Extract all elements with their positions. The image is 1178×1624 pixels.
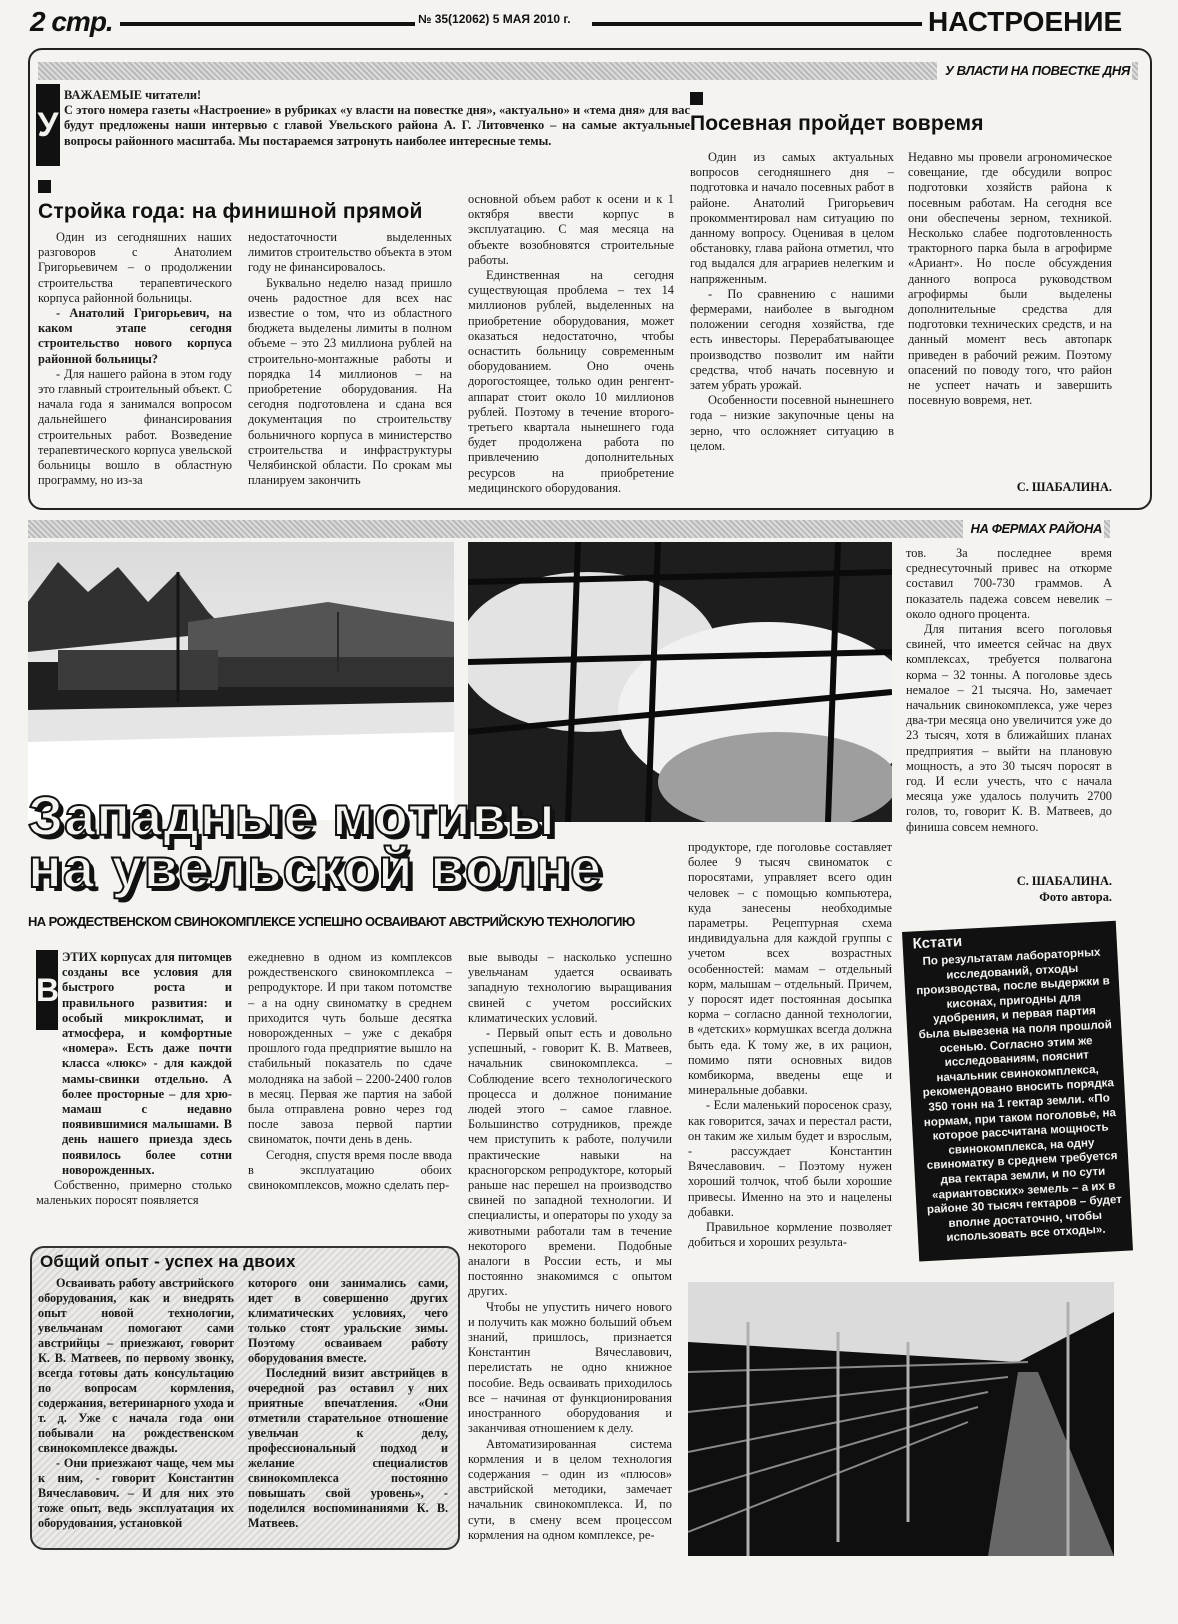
rubric-bar-power (38, 62, 1138, 80)
feature-column-1 (36, 950, 232, 1208)
photo-farm-buildings (28, 542, 454, 820)
paragraph: Один из сегодняшних наших разговоров с Анатолием Григорьевичем – о продолжении строительства терапевтического корпуса районной больницы. (38, 230, 232, 305)
feature-column-4 (688, 840, 892, 1250)
lead-paragraph: ЭТИХ корпусах для питомцев созданы все условия для быстрого роста и правильного развития: и особый микроклимат, и атмосфера, и комфортные «номера». Есть даже почти класса «люкс» - для каждой мамы-свинки отдельно. А более просторные – для хрю-мамаш с недавно появившимися малышами. В день нашего приезда здесь появилось более сотни новорожденных. (62, 950, 232, 1177)
sidebar-column-2 (248, 1276, 448, 1531)
feature-column-2 (248, 950, 452, 1193)
headline-line-2: на увельской волне (28, 836, 603, 899)
sidebar-title: Общий опыт - успех на двоих (40, 1252, 296, 1271)
masthead-title: НАСТРОЕНИЕ (928, 6, 1123, 37)
header-rule-left (120, 22, 415, 26)
paragraph: Осваивать работу австрийского оборудования, как и внедрять опыт новой технологии, увельчанам помогают сами австрийцы – приезжают, говорит К. В. Матвеев, по первому звонку, всегда готовы дать консультацию по вопросам кормления, содержания, ветеринарного ухода и т. д. Уже с начала года они побывали на рождественском свинокомплексе дважды. (38, 1276, 234, 1455)
paragraph: Единственная на сегодня существующая проблема – тех 14 миллионов рублей, выделенных на приобретение оборудования, может оказаться недостаточно, чтобы оснастить больницу современным оборудованием. Оно очень дорогостоящее, только один ренгент-аппарат стоит около 10 миллионов рублей. Поэтому в течение второго-третьего квартала нынешнего года будет продолжена работа по привлечению дополнительных ресурсов на приобретение медицинского оборудования. (468, 268, 674, 495)
signature: С. ШАБАЛИНА. (1016, 874, 1112, 888)
feature-column-3 (468, 950, 672, 1543)
page-number: 2 стр. (30, 6, 113, 37)
paragraph: Последний визит австрийцев в очередной раз оставил у них приятные впечатления. «Они отметили старательное отношение увельчан к делу, профессиональный подход и желание специалистов свинокомплекса постоянно повышать свой уровень», - поделился воспоминаниями К. В. Матвеев. (248, 1366, 448, 1530)
paragraph: Для питания всего поголовья свиней, что имеется сейчас на двух комплексах, требуется полвагона корма – 32 тонны. А поголовье здесь немалое – 21 тысяча. Но, замечает начальник свинокомплекса, уже через два-три месяца оно увеличится уже до 23 тысяч, хотя в ближайших планах предприятия – выйти на плановую мощность, а это 30 тысяч поросят в год. И если учесть, что с начала месяца уже удалось получить 2700 голов, то, говорит К. В. Матвеев, до финиша совсем немного. (906, 622, 1112, 834)
paragraph: которого они занимались сами, идет в совершенно других климатических условиях, чего только стоят уральские зимы. Поэтому осваиваем работу оборудования вместе. (248, 1276, 448, 1365)
feature-subheading: НА РОЖДЕСТВЕНСКОМ СВИНОКОМПЛЕКСЕ УСПЕШНО ОСВАИВАЮТ АВСТРИЙСКУЮ ТЕХНОЛОГИЮ (28, 914, 635, 929)
intro-body: С этого номера газеты «Настроение» в рубриках «у власти на повестке дня», «актуально» и «тема дня» для вас будут предложены наши интервью с главой Увельского района А. Г. Литовченко – на самые актуальные вопросы районного масштаба. Мы постараемся затронуть наиболее интересные темы. (64, 103, 690, 148)
issue-date: № 35(12062) 5 МАЯ 2010 г. (418, 12, 571, 26)
article1-column-1 (38, 230, 232, 488)
header-rule-right (592, 22, 922, 26)
kstati-box (902, 921, 1133, 1262)
paragraph: Правильное кормление позволяет добиться и хороших результа- (688, 1220, 892, 1250)
farm-photo-svg (28, 542, 454, 820)
article-title-construction: Стройка года: на финишной прямой (38, 200, 423, 223)
paragraph: - Если маленький поросенок сразу, как говорится, зачах и перестал расти, он таким же хилым будет и взрослым, - рассуждает Константин Вячеславович. – Поэтому нужен хороший толчок, чтоб были хорошие привесы. Именно на это и нацелены добавки. (688, 1098, 892, 1219)
question: - Анатолий Григорьевич, на каком этапе сегодня строительство нового корпуса районной больницы? (38, 306, 232, 366)
paragraph: продукторе, где поголовье составляет более 9 тысяч свиноматок с поросятами, управляет всего один человек – с помощью компьютера, куда занесены необходимые параметры. Рецептурная схема индивидуальна для каждой группы с учетом всех возрастных особенностей: мамам – отдельный корм, малышам – отдельный. Причем, у поросят идет постоянная досыпка корма – согласно данной технологии, в «детских» кормушках всегда должна быть еда. К тому же, в их рацион, помимо пяти основных видов комбикорма, введены еще и минеральные добавки. (688, 840, 892, 1098)
paragraph: Сегодня, спустя время после ввода в эксплуатацию обоих свинокомплексов, можно сделать пер- (248, 1147, 452, 1193)
photo-barn-interior (688, 1282, 1114, 1556)
paragraph: - Для нашего района в этом году это главный строительный объект. С начала года я занимался вопросом дальнейшего финансирования строительных работ. Возведение терапевтического корпуса увельской больницы вошло в областную программу, но из-за (38, 366, 232, 488)
rubric-bar-farms (28, 520, 1110, 538)
bullet-square (38, 180, 51, 193)
paragraph: Собственно, примерно столько маленьких поросят появляется (36, 1178, 232, 1208)
article2-column-1 (690, 150, 894, 454)
intro-lead: ВАЖАЕМЫЕ читатели! (64, 88, 202, 102)
paragraph: - По сравнению с нашими фермерами, наиболее в выгодном положении сегодня хозяйства, где есть инвесторы. Перерабатывающее производство позволит им найти средства, чтоб начать посевную и затем убрать урожай. (690, 286, 894, 393)
article2-column-2 (908, 150, 1112, 408)
rubric-label: НА ФЕРМАХ РАЙОНА (963, 520, 1104, 538)
intro-dropcap: У (36, 84, 60, 166)
paragraph: тов. За последнее время среднесуточный привес на откорме составил 700-730 граммов. А показатель падежа совсем невелик – около одного процента. (906, 546, 1112, 621)
barn-photo-svg (688, 1282, 1114, 1556)
sidebar-column-1 (38, 1276, 234, 1531)
paragraph: Особенности посевной нынешнего года – низкие закупочные цены на зерно, что осложняет ситуацию в целом. (690, 393, 894, 453)
headline-line-1: Западные мотивы (28, 784, 556, 847)
photo-credit: Фото автора. (1039, 890, 1112, 904)
paragraph: Один из самых актуальных вопросов сегодняшнего дня – подготовка и начало посевных работ в районе. Анатолий Григорьевич прокомментировал нам ситуацию по данному вопросу. Оценивая в целом обстановку, глава района отметил, что год выдался для аграриев нелегким и напряженным. (690, 150, 894, 286)
paragraph: ежедневно в одном из комплексов рождественского свинокомплекса – репродукторе. И при таком потомстве – а на одну свиноматку в среднем приходится чуть больше десятка новорожденных – уже с декабря прошлого года предприятие вышло на стабильный показатель по сдаче молодняка на забой – 2200-2400 голов в месяц. Первая же партия на забой была отправлена ровно через год после завоза первой партии свиноматок, почти день в день. (248, 950, 452, 1147)
bullet-square (690, 92, 703, 105)
page-header (26, 6, 1156, 40)
article1-column-2 (248, 230, 452, 488)
paragraph: основной объем работ к осени и к 1 октября ввести корпус в эксплуатацию. С мая месяца на объекте возобновятся строительные работы. (468, 192, 674, 267)
article1-column-3 (468, 192, 674, 496)
feature-column-5 (906, 546, 1112, 835)
paragraph: недостаточности выделенных лимитов строительство объекта в этом году не финансировалось. (248, 230, 452, 275)
rubric-label: У ВЛАСТИ НА ПОВЕСТКЕ ДНЯ (937, 62, 1132, 80)
paragraph: - Первый опыт есть и довольно успешный, - говорит К. В. Матвеев, начальник свинокомплекса. – Соблюдение всего технологического процесса и должное понимание людей этого – самое главное. Большинство сотрудников, прежде чем приступить к работе, получили практические навыки на красногорском репродукторе, который раньше нас перешел на производство свиней по западной технологии. И специалисты, и операторы по уходу за животными работали там в течение некоторого времени. Подобные аналоги в России есть, и мы постоянно знакомимся с опытом других. (468, 1026, 672, 1299)
paragraph: вые выводы – насколько успешно увельчанам удается осваивать западную технологию выращивания свиней с учетом российских климатических условий. (468, 950, 672, 1025)
paragraph: Недавно мы провели агрономическое совещание, где обсудили вопрос подготовки хозяйств района к посевным работам. На сегодня все они обеспечены зерном, техникой. Несколько слабее подготовленность тракторного парка была в агрофирме «Ариант». Но после обсуждения данного вопроса руководством агрофирмы были выделены дополнительные средства для подготовки технических средств, и на данный момент весь автопарк приведен в рабочий режим. Поэтому опасений по поводу того, что район не успеет начать и завершить посевную вовремя, нет. (908, 150, 1112, 408)
article-title-sowing: Посевная пройдет вовремя (690, 112, 984, 135)
photo-pigs (468, 542, 892, 822)
intro-text-block (64, 88, 690, 149)
dropcap: В (36, 950, 58, 1030)
kstati-text: По результатам лабораторных исследований, отходы производства, после выдержки в кисонах, пригодны для удобрения, и первая партия была вывезена на поля прошлой осенью. Согласно этим же исследованиям, пояснит начальник свинокомплекса, рекомендовано вносить порядка 350 тонн на 1 гектар земли. «По нормам, при таком поголовье, на которое рассчитана мощность свинокомплекса, на одну свиноматку в среднем требуется два гектара земли, и по сути «ариантовских» земель – а их в районе 30 тысяч гектаров – будет вполне достаточно, чтобы использовать все отходы». (915, 945, 1123, 1245)
pigs-photo-svg (468, 542, 892, 822)
paragraph: Буквально неделю назад пришло очень радостное для всех нас известие о том, что из областного бюджета выделены лимиты в полном объеме – это 23 миллиона рублей на строительно-монтажные работы и порядка 14 миллионов – на приобретение оборудования. На сегодня подготовлена и сдана вся документация по строительству больничного корпуса в министерство строительства и инфраструктуры Челябинской области. По срокам мы планируем закончить (248, 275, 452, 488)
feature-headline (28, 784, 688, 899)
kstati-title: Кстати (912, 932, 963, 953)
paragraph: Чтобы не упустить ничего нового и получить как можно больший объем знаний, пришлось, признается Константин Вячеславович, перелистать не одно книжное пособие. Ведь осваивать приходилось все – начиная от функционирования иностранного оборудования и заканчивая отношением к делу. (468, 1299, 672, 1436)
signature: С. ШАБАЛИНА. (1016, 480, 1112, 494)
paragraph: - Они приезжают чаще, чем мы к ним, - говорит Константин Вячеславович. – И для них это тоже опыт, ведь эксплуатация их оборудования, установкой (38, 1456, 234, 1530)
paragraph: Автоматизированная система кормления и в целом технология содержания – один из «плюсов» австрийской методики, замечает начальник свинокомплекса. И, по сути, в смену всем процессом кормления на одном комплексе, ре- (468, 1436, 672, 1542)
